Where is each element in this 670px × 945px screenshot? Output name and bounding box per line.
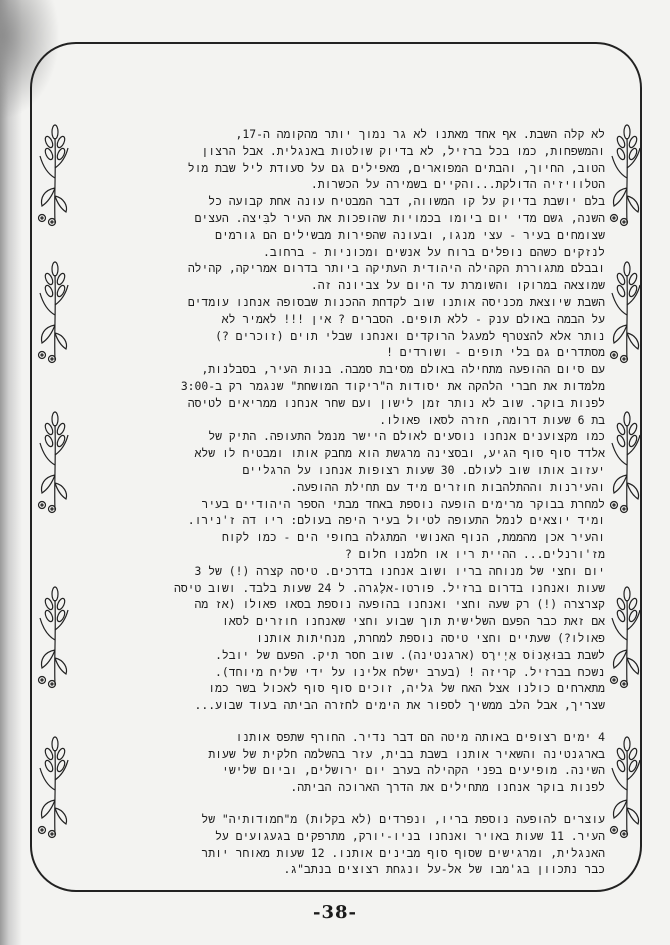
text-line: לא קלה השבת. אף אחד מאתנו לא גר נמוך יותר מהקומה ה-17,: [235, 127, 605, 141]
text-line: לפנות בוקר אנחנו מתחילים את הדרך הארוכה הביתה.: [290, 780, 605, 795]
text-line: לשבת בבּוּאֶנוֹס אַיְירֶס (ארגנטינה). שוב חסר תיק. הפעם של יובל.: [215, 647, 605, 662]
wheat-flower-icon: [604, 405, 650, 515]
text-line: האנגלית, ומרגישים שסוף סוף מבינים אותנו. 12 שעות מאוחר יותר: [201, 845, 605, 860]
text-line: בארגנטינה והשאיר אותנו בשבת בבית, עזר בהשלמה חלקית של שעות: [208, 746, 605, 761]
wheat-flower-icon: [604, 730, 650, 840]
paragraph: [70, 361, 605, 428]
text-line: השנה, גשם מדי יום ביומו בכמויות שהופכות את העיר לבִּיצה. העצים: [194, 210, 605, 225]
text-line: קצרצרה (!) רק שעה וחצי ואנחנו בהופעה נוספת בסאו פאולו (אז מה: [194, 597, 605, 612]
text-line: לנזקים כשהם נופלים ברוח על אנשים ומכוניות - ברחוב.: [263, 244, 605, 259]
text-line: שצריך, אבל הלב ממשיך לספור את הימים לחזרה הביתה בעוד שבוע...: [194, 698, 605, 713]
text-line: נותר אלא להצטרף למעגל הרוקדים ואנחנו שבלי תוים (זוכרים ?): [215, 328, 605, 343]
paragraph-gap: [70, 796, 605, 811]
paragraph: [70, 294, 605, 361]
paragraph: [70, 193, 605, 294]
text-line: יעזוב אותו שוב לעולם. 30 שעות רצופות אנחנו על הרגליים: [242, 462, 605, 477]
text-line: מלמדות את חברי הלהקה את יסודות ה"ריקוד המושחת" שנגמר רק ב-3:00: [180, 378, 605, 393]
text-line: כמו מקצוענים אנחנו נוסעים לאולם היישר מנמל התעופה. התיק של: [208, 429, 605, 444]
text-line: שמוצאה במרוקו והשומרת עד היום על צביונה זה.: [310, 278, 605, 293]
text-line: בת 6 שעות דרומה, חזרה לסאו פאולו.: [379, 412, 605, 427]
text-line: מתארחים כולנו אצל האח של גליה, זוכים סוף סוף לאכול בשר כמו: [208, 681, 605, 696]
article-body: [70, 126, 605, 878]
wheat-flower-icon: [604, 118, 650, 228]
wheat-flower-icon: [604, 255, 650, 365]
text-line: כבר נתכוון בג'מבו של אל-על ונגחת רצוצים בנתב"ג.: [283, 862, 605, 877]
text-line: ומיד יוצאים לנמל התעופה לטיול בעיר היפה בעולם: ריו דה ז'נירו.: [187, 513, 605, 528]
text-line: עם סיום ההופעה מתחילה באולם מסיבת סמבה. בנות העיר, בסבלנות,: [201, 362, 605, 377]
text-line: שצומחים בעיר - עצי מנגו, ובעונה שהפירות מבשילים הם גורמים: [215, 227, 605, 242]
text-line: מסתדרים גם בלי תופים - ושורדים !: [386, 345, 605, 360]
scan-shadow: [0, 0, 22, 945]
paragraph: [70, 496, 605, 563]
paragraph: [70, 428, 605, 495]
text-line: שעות ואנחנו בדרום ברזיל. פורטו-אלֶגרה. ל 24 שעות בלבד. ושוב טיסה: [173, 580, 605, 595]
page-number: -38-: [313, 902, 357, 923]
text-line: למחרת בבוקר מרימים הופעה נוספת באחד מבתי הספר היהודיים בעיר: [201, 496, 605, 511]
text-line: העיר. 11 שעות באויר ואנחנו בניו-יורק, מתרפקים בגעגועים על: [215, 828, 605, 843]
text-line: ובבלם מתגוררת הקהילה היהודית העתיקה ביותר בדרום אמריקה, קהילה: [187, 261, 605, 276]
paragraph: [70, 811, 605, 878]
text-line: על הבמה באולם ענק - ללא תופים. הסברים ? אין !!! לאמיר לא: [221, 311, 605, 326]
paragraph: [70, 729, 605, 796]
text-line: לפנות בוקר. שוב לא נותר זמן לישון ועם שחר אנחנו ממריאים לטיסה: [187, 395, 605, 410]
text-line: השבת שיוצאת מכניסה אותנו שוב לקדחת ההכנות שבסופה אנחנו עומדים: [187, 294, 605, 309]
wheat-flower-icon: [604, 580, 650, 690]
text-line: נשכח בברזיל. קריזה ! (בערב ישלח אלינו על ידי שליח מיוחד).: [215, 664, 605, 679]
paragraph-gap: [70, 714, 605, 729]
text-line: והעירנות וההתלהבות חוזרים מיד עם תחילת ההופעה.: [290, 479, 605, 494]
text-line: והמשפחות, כמו בכל ברזיל, לא בדיוק שולטות באנגלית. אבל הרצון: [201, 143, 605, 158]
text-line: הטלוויזיה הדולקת...והקיים בשמירה על הכשרות.: [310, 177, 605, 192]
text-line: השינה. מופיעים בפני הקהילה בערב יום ירושלים, וביום שלישי: [221, 763, 605, 778]
text-line: יום וחצי של מנוחה בריו ושוב אנחנו בדרכים. טיסה קצרה (!) של 3: [194, 563, 605, 578]
text-line: והעיר אכן מהממת, הנוף האנושי המתגלה בחופי הים - כמו לקוח: [221, 530, 605, 545]
paragraph: [70, 563, 605, 714]
text-line: אם זאת כבר הפעם השלישית תוך שבוע וחצי שאנחנו חוזרים לסאו: [221, 614, 605, 629]
text-line: בלם יושבת בדיוק על קו המשווה, דבר המבטיח עונה אחת קבועה כל: [208, 194, 605, 209]
text-line: אלדד סוף סוף הגיע, ובסצינה מרגשת הוא מחבק אותו ומבטיח לו שלא: [194, 446, 605, 461]
text-line: הטוב, החיוך, והבתים המפוארים, מאפילים גם על סעודת ליל שבת מול: [187, 160, 605, 175]
text-line: מז'ורנלים... ההיית ריו או חלמנו חלום ?: [345, 546, 605, 561]
paragraph: [70, 126, 605, 193]
text-line: 4 ימים רצופים באותה מיטה הם דבר נדיר. החורף שתפס אותנו: [235, 729, 605, 744]
text-line: עוצרים להופעה נוספת בריו, ונפרדים (לא בקלות) מ"חמודותיה" של: [201, 812, 605, 827]
text-line: פאולו?) שעתיים וחצי טיסה נוספת למחרת, מנחיתות אותנו: [256, 630, 605, 645]
